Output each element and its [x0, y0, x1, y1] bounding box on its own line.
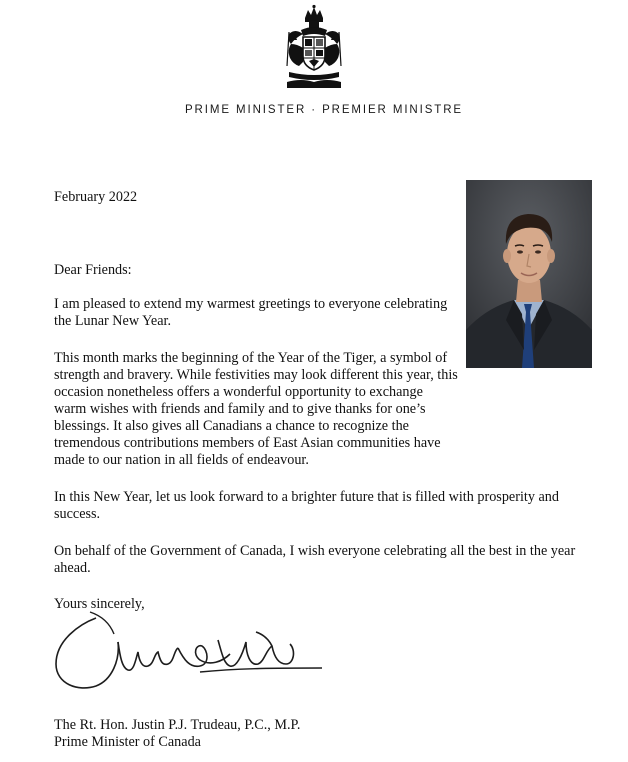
- letter-paragraph-2: [54, 350, 602, 469]
- handwritten-signature: [50, 610, 330, 700]
- letter-paragraph-1: I am pleased to extend my warmest greetings to everyone celebrating the Lunar New Year.: [54, 296, 448, 329]
- signatory-name: The Rt. Hon. Justin P.J. Trudeau, P.C., M.P.: [54, 717, 301, 733]
- letter-paragraph-3: In this New Year, let us look forward to a brighter future that is filled with prosperity and success.: [54, 489, 559, 522]
- letter-closing: Yours sincerely,: [54, 596, 145, 612]
- letter-salutation: Dear Friends:: [54, 262, 132, 278]
- letter-paragraph-2-text: This month marks the beginning of the Year of the Tiger, a symbol of strength and bravery. While festivities may look different this year, this occasion nonetheless offers a wonderful opportunity to exchange warm wishes with friends and family and to give thanks for one’s blessings. It also gives all Canadians a chance to recognize the tremendous contributions members of East Asian communities have made to our nation in all fields of endeavour.: [54, 350, 458, 468]
- letter-paragraph-4: On behalf of the Government of Canada, I wish everyone celebrating all the best in the year ahead.: [54, 543, 576, 576]
- portrait-photo: [466, 180, 592, 368]
- signatory-title: Prime Minister of Canada: [54, 734, 201, 750]
- letter-date: February 2022: [54, 189, 138, 205]
- letterhead-office-title: PRIME MINISTER · PREMIER MINISTRE: [184, 104, 464, 116]
- coat-of-arms-icon: [281, 4, 347, 90]
